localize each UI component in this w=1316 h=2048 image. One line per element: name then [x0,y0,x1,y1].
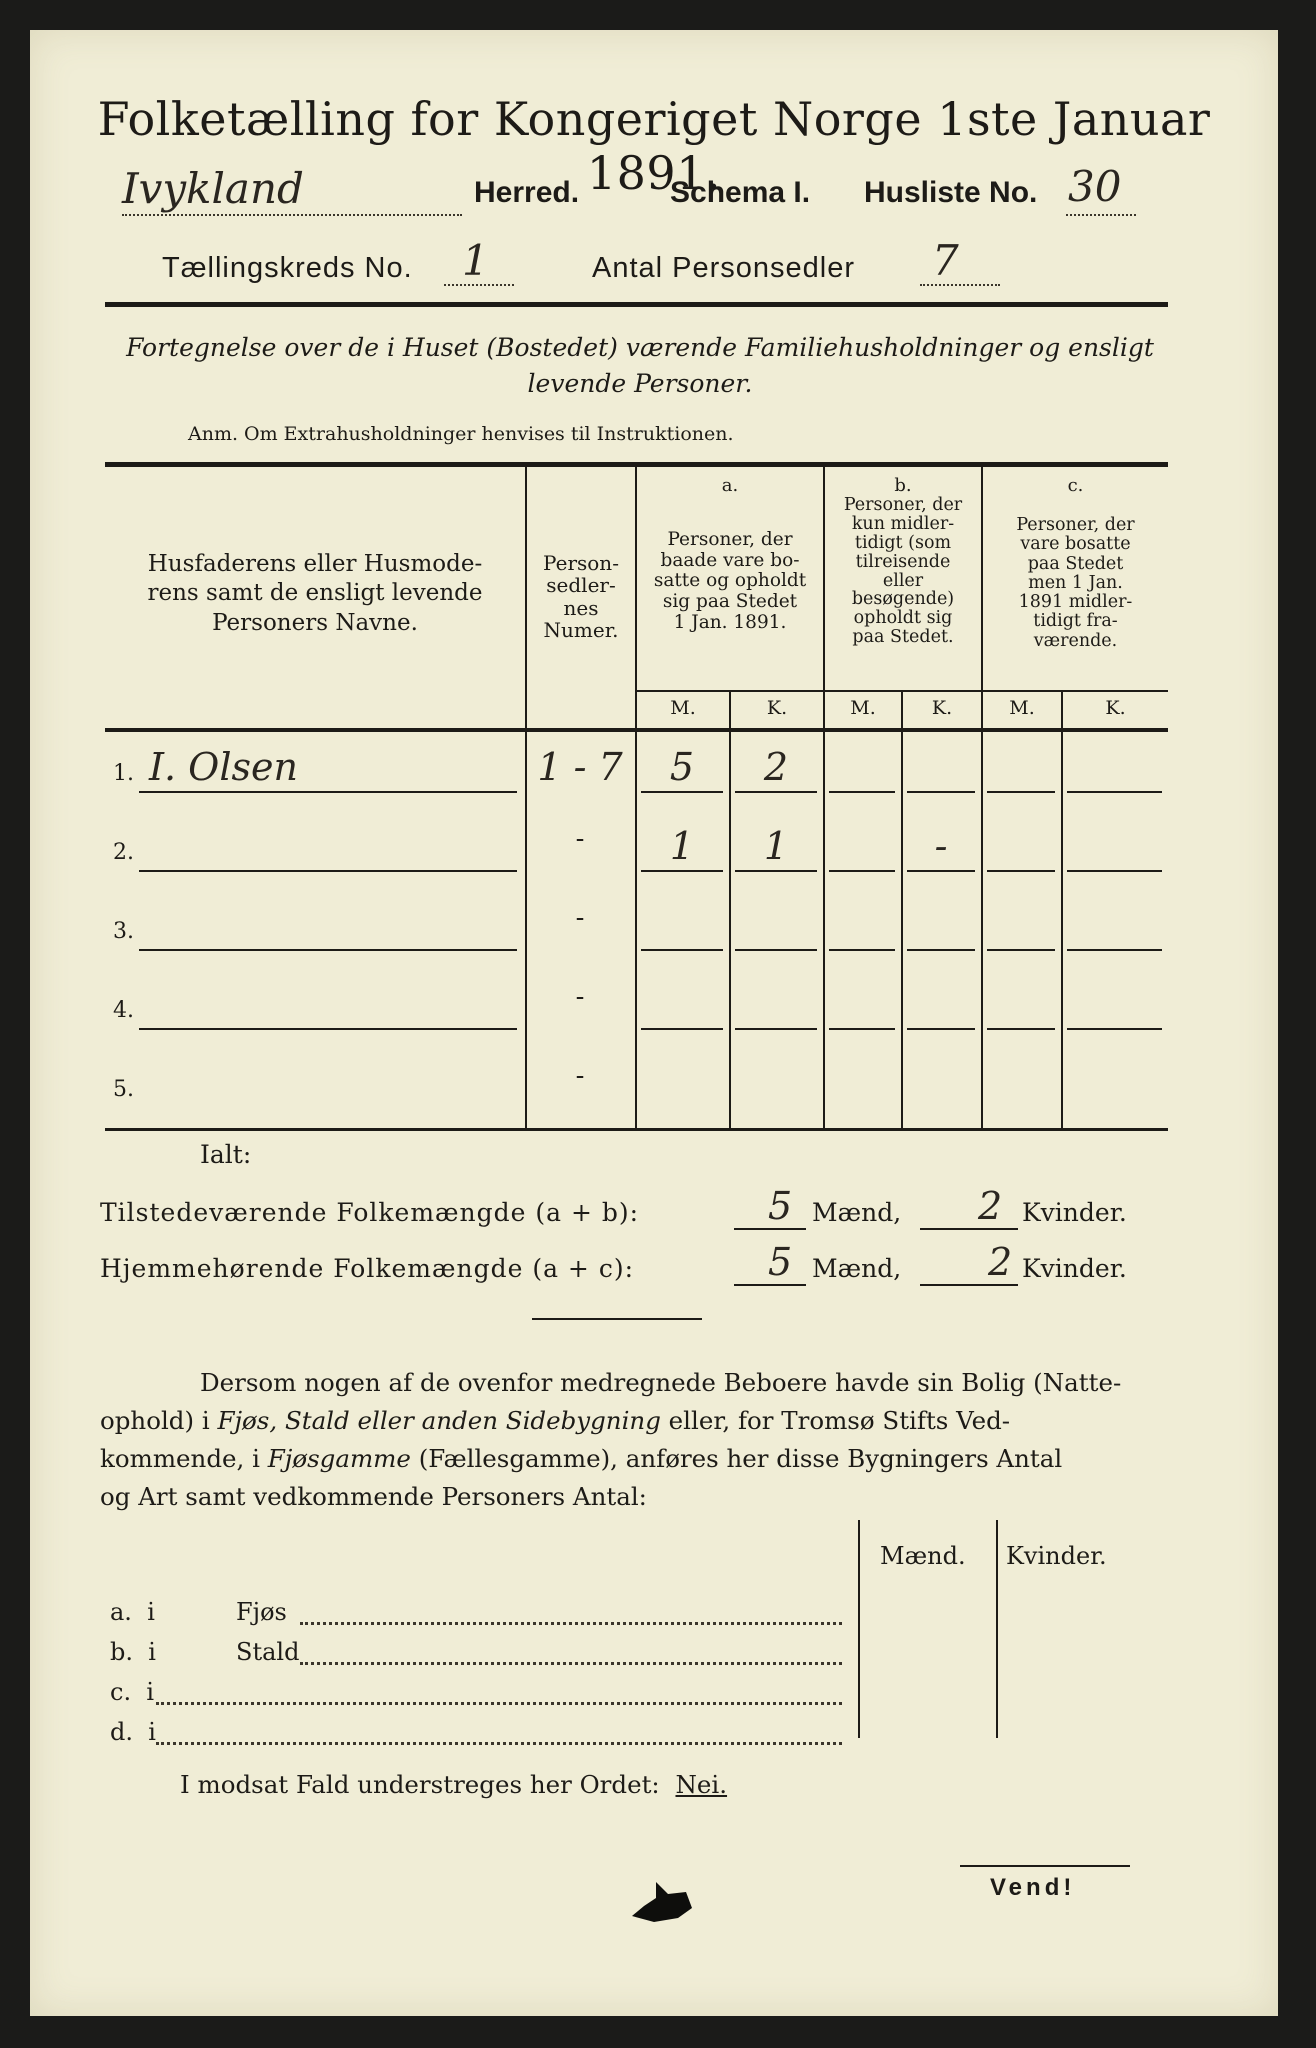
cell-underline [987,1028,1055,1030]
modsat-label: I modsat Fald understreges her Ordet: [180,1770,660,1799]
tilstede-kvinder-label: Kvinder. [1022,1198,1127,1227]
vend-label: Vend! [990,1874,1076,1901]
table-bottom-rule [105,1128,1168,1131]
hjemme-kvinder-value: 2 [988,1240,1013,1284]
building-item [110,1598,860,1634]
building-item [110,1718,860,1754]
cell-underline [1067,1028,1162,1030]
cell-underline [641,949,723,951]
c-m-label: M. [1009,697,1035,719]
cell-am: 1 [669,824,695,868]
cell-ak: 2 [763,745,789,789]
row-number: 5. [113,1077,134,1102]
cell-underline [907,791,975,793]
b-m-label: M. [850,697,876,719]
herred-dotline [122,214,462,216]
a-k-label: K. [766,697,788,719]
antal-value: 7 [932,236,959,285]
hjemme-maend-label: Mænd, [812,1254,902,1283]
cell-underline [829,949,895,951]
building-item [110,1678,860,1714]
buildings-col-kvinder: Kvinder. [1006,1542,1107,1570]
antal-label: Antal Personsedler [592,252,856,284]
cell-underline [829,791,895,793]
ink-blot [626,1878,706,1926]
table-row [105,811,1168,890]
form-title: Folketælling for Kongeriget Norge 1ste Januar 1891. [97,92,1211,200]
cell-numer: - [575,982,585,1012]
building-dotline [300,1622,842,1625]
table-row [105,1048,1168,1127]
cell-numer: - [575,903,585,933]
tilstede-maend-value: 5 [768,1184,793,1228]
cell-underline [987,791,1055,793]
intro-line-2: levende Personer. [527,369,753,399]
kreds-value: 1 [462,236,489,285]
herred-value: Ivykland [122,164,304,213]
cell-numer: 1 - 7 [537,745,623,789]
building-dotline [156,1742,842,1745]
cell-bk: - [934,824,948,868]
intro-text [100,330,1180,403]
building-letter: d. i [110,1718,156,1746]
row-number: 2. [113,840,134,865]
mk-subheader-rule [635,690,1168,692]
ialt-label: Ialt: [200,1140,252,1169]
cell-underline [907,1028,975,1030]
row-name-underline [139,870,517,872]
header-rule-left [105,302,825,307]
cell-underline [907,949,975,951]
cell-underline [735,791,817,793]
cell-underline [641,1028,723,1030]
cell-underline [1067,870,1162,872]
kreds-line [122,236,1222,292]
cell-underline [987,949,1055,951]
col-header-names: Husfaderens eller Husmode- rens samt de ensligt levende Personers Navne. [147,551,483,636]
col-header-a-letter: a. [721,475,739,496]
cell-am: 5 [669,745,695,789]
cell-underline [907,870,975,872]
buildings-col-maend: Mænd. [880,1542,966,1570]
building-letter: c. i [110,1678,155,1706]
row-name-underline [139,949,517,951]
col-header-a: Personer, der baade vare bo- satte og opholdt sig paa Stedet 1 Jan. 1891. [653,529,807,633]
cell-underline [1067,791,1162,793]
intro-line-1: Fortegnelse over de i Huset (Bostedet) værende Familiehusholdninger og ensligt [126,333,1154,362]
buildings-divider-2 [996,1520,998,1738]
c-k-label: K. [1105,697,1126,719]
herred-label: Herred. [474,176,580,209]
hjemme-row [100,1240,1180,1294]
building-letter: a. i [110,1598,155,1626]
table-row [105,969,1168,1048]
section-divider [532,1318,702,1320]
building-dotline [300,1662,842,1665]
herred-line [122,162,1222,226]
building-item [110,1638,860,1674]
tilstede-maend-label: Mænd, [812,1198,902,1227]
modsat-word: Nei. [675,1770,728,1799]
cell-underline [735,1028,817,1030]
row-number: 1. [113,761,134,786]
kreds-label: Tællingskreds No. [162,252,413,284]
header-rule-right [794,302,1168,307]
husliste-label: Husliste No. [864,176,1038,209]
vend-rule [960,1865,1130,1867]
col-header-c: Personer, der vare bosatte paa Stedet men 1 Jan. 1891 midler- tidigt fra- værende. [1016,515,1135,651]
cell-underline [735,870,817,872]
kreds-dotline [444,284,514,286]
cell-underline [641,791,723,793]
cell-underline [735,949,817,951]
row-name-underline [139,791,517,793]
husliste-dotline [1066,214,1136,216]
notice-paragraph: Dersom nogen af de ovenfor medregnede Beboere havde sin Bolig (Natte- ophold) i Fjøs, Stald eller anden Sidebygning eller, for Tromsø Stifts Ved- kommende, i Fjøsgamme (Fællesgamme), anføres her disse Bygningers Antal og Art samt vedkommende Personers Antal: [100,1368,1122,1511]
col-header-numer: Person- sedler- nes Numer. [543,551,619,643]
col-header-b-letter: b. [894,475,912,496]
cell-underline [641,870,723,872]
hjemme-label: Hjemmehørende Folkemængde (a + c): [100,1254,634,1283]
building-text: Stald [236,1638,300,1666]
building-letter: b. i [110,1638,156,1666]
hjemme-kvinder-label: Kvinder. [1022,1254,1127,1283]
row-number: 4. [113,998,134,1023]
b-k-label: K. [931,697,953,719]
table-row [105,890,1168,969]
col-header-c-letter: c. [1067,475,1084,496]
census-form-page [30,30,1278,2016]
row-name-underline [139,1028,517,1030]
cell-underline [1067,949,1162,951]
cell-ak: 1 [763,824,789,868]
cell-numer: - [575,824,585,854]
tilstede-label: Tilstedeværende Folkemængde (a + b): [100,1198,640,1227]
tilstede-row [100,1184,1180,1238]
modsat-line [180,1770,727,1799]
tilstede-kvinder-value: 2 [978,1184,1003,1228]
cell-numer: - [575,1061,585,1091]
household-table [105,462,1168,1136]
husliste-value: 30 [1068,162,1122,211]
hjemme-maend-value: 5 [768,1240,793,1284]
antal-dotline [920,284,1000,286]
anm-note: Anm. Om Extrahusholdninger henvises til Instruktionen. [188,423,734,445]
cell-underline [829,870,895,872]
schema-label: Schema I. [670,176,811,209]
building-text: Fjøs [236,1598,287,1626]
a-m-label: M. [670,697,696,719]
row-number: 3. [113,919,134,944]
cell-underline [987,870,1055,872]
table-row [105,732,1168,811]
row-name: I. Olsen [149,745,298,789]
building-dotline [156,1702,842,1705]
cell-underline [829,1028,895,1030]
col-header-b: Personer, der kun midler- tidigt (som tilreisende eller besøgende) opholdt sig paa Stedet. [843,495,963,648]
